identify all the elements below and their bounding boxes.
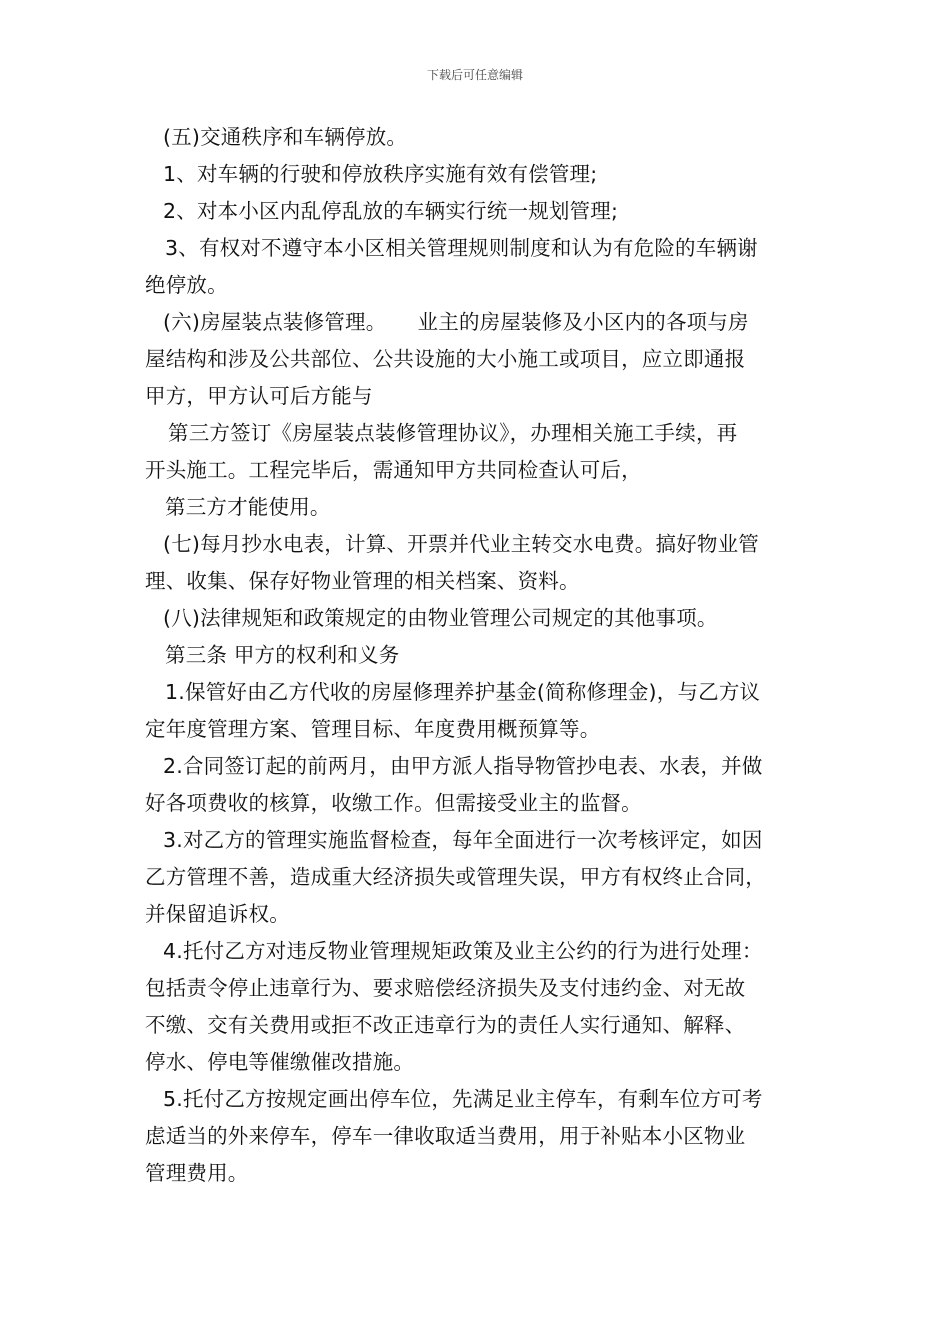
text-line: 1、对车辆的行驶和停放秩序实施有效有偿管理; (163, 162, 598, 186)
text-line: 虑适当的外来停车，停车一律收取适当费用，用于补贴本小区物业 (145, 1124, 746, 1148)
text-line: 1.保管好由乙方代收的房屋修理养护基金(简称修理金)，与乙方议 (165, 680, 761, 704)
text-line: 并保留追诉权。 (145, 902, 290, 926)
text-line: 甲方，甲方认可后方能与 (145, 384, 373, 408)
text-line: 好各项费收的核算，收缴工作。但需接受业主的监督。 (145, 791, 642, 815)
text-line: 5.托付乙方按规定画出停车位，先满足业主停车，有剩车位方可考 (163, 1087, 763, 1111)
text-line: 4.托付乙方对违反物业管理规矩政策及业主公约的行为进行处理： (163, 939, 763, 963)
text-line: (五)交通秩序和车辆停放。 (163, 125, 408, 149)
text-line: 理、收集、保存好物业管理的相关档案、资料。 (145, 569, 580, 593)
text-line: (七)每月抄水电表，计算、开票并代业主转交水电费。搞好物业管 (163, 532, 759, 556)
text-line: 定年度管理方案、管理目标、年度费用概预算等。 (145, 717, 601, 741)
text-line: 不缴、交有关费用或拒不改正违章行为的责任人实行通知、解释、 (145, 1013, 746, 1037)
text-line: 2、对本小区内乱停乱放的车辆实行统一规划管理; (163, 199, 619, 223)
text-line: 绝停放。 (145, 273, 228, 297)
text-line: (八)法律规矩和政策规定的由物业管理公司规定的其他事项。 (163, 606, 718, 630)
text-line: 3.对乙方的管理实施监督检查，每年全面进行一次考核评定，如因 (163, 828, 763, 852)
text-line: 包括责令停止违章行为、要求赔偿经济损失及支付违约金、对无故 (145, 976, 746, 1000)
page-header: 下载后可任意编辑 (426, 68, 523, 82)
section-heading: 第三条 甲方的权利和义务 (165, 643, 400, 667)
text-line: 第三方才能使用。 (165, 495, 331, 519)
text-line: (六)房屋装点装修管理。 业主的房屋装修及小区内的各项与房 (163, 310, 749, 334)
text-line: 停水、停电等催缴催改措施。 (145, 1050, 415, 1074)
text-line: 3、有权对不遵守本小区相关管理规则制度和认为有危险的车辆谢 (165, 236, 758, 260)
text-line: 乙方管理不善，造成重大经济损失或管理失误，甲方有权终止合同， (145, 865, 766, 889)
text-line: 2.合同签订起的前两月，由甲方派人指导物管抄电表、水表，并做 (163, 754, 763, 778)
text-line: 管理费用。 (145, 1161, 249, 1185)
text-line: 第三方签订《房屋装点装修管理协议》，办理相关施工手续，再 (168, 421, 738, 445)
text-line: 屋结构和涉及公共部位、公共设施的大小施工或项目，应立即通报 (145, 347, 746, 371)
text-line: 开头施工。工程完毕后，需通知甲方共同检查认可后， (145, 458, 642, 482)
